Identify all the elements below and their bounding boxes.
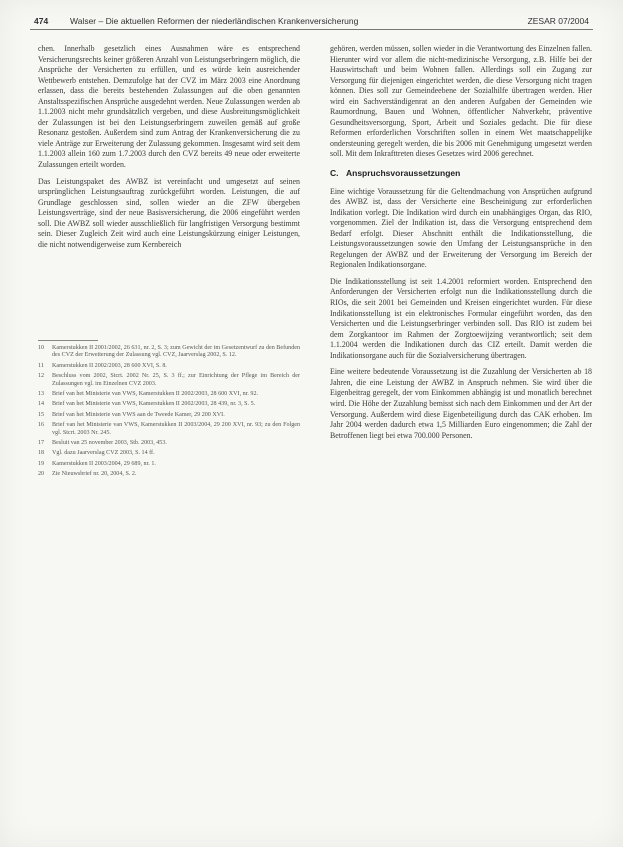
footnote-number: 17	[38, 440, 45, 447]
right-column	[330, 44, 592, 447]
section-heading	[330, 168, 592, 179]
footnote-text: Brief van het Ministerie van VWS, Kamerstukken II 2002/2003, 28 439, nr. 3, S. 5.	[52, 401, 256, 408]
footnote-text: Brief van het Ministerie van VWS, Kamerstukken II 2003/2004, 29 200 XVI, nr. 93; zu den Folgen vgl. Stcrt. 2003 Nr. 245.	[52, 422, 300, 436]
footnote-number: 12	[38, 373, 45, 380]
footnote-text: Brief van het Ministerie van VWS aan de Tweede Kamer, 29 200 XVI.	[52, 411, 225, 418]
footnote	[38, 391, 300, 398]
running-title: Walser – Die aktuellen Reformen der niederländischen Krankenversicherung	[70, 16, 359, 26]
footnote-separator	[38, 340, 98, 341]
left-paragraph-2: Das Leistungspaket des AWBZ ist vereinfacht und umgesetzt auf seinen ursprünglichen Leistungsauftrag zurückgeführt worden. Leistungen, die auf Grundlage geschlossen sind, sollen wieder an die ZFW übergeben Leistungsverträge, sind der neue Basisversicherung, die 2006 eingeführt werden soll. Die AWBZ soll wieder ausschließlich für langfristigen Versorgung bestimmt sein. Dieser Zugleich Zeit wird auch eine Leistungskürzung einiger Leistungen, die nicht notwendigerweise zum Kernbereich	[38, 176, 300, 249]
footnote	[38, 422, 300, 437]
footnote	[38, 450, 300, 457]
section-title: Anspruchsvoraussetzungen	[346, 168, 461, 179]
right-paragraph-3: Die Indikationsstellung ist seit 1.4.2001 reformiert worden. Entsprechend den Anforderungen der Versicherten erfolgt nun die Indikationsstellung durch die RIOs, die seit 2001 bei Gemeinden und Kreisen eingerichtet wurden. Für diese Indikationsstellung ist ein elektronisches Formular eingeführt worden, das den Versicherten und die Leistungserbringer verbinden soll. Das RIO ist zudem bei dem Zorgkantoor im Rahmen der Zorgtoewijzing verantwortlich; seit dem 1.1.2004 werden die Indikationen durch das CIZ erteilt. Damit werden die Indikationsorgane auch für die Sozialversicherung übertragen.	[330, 276, 592, 360]
footnote-text: Kamerstukken II 2003/2004, 29 689, nr. 1.	[52, 460, 156, 467]
footnote	[38, 461, 300, 468]
footnote-text: Besluit van 25 november 2003, Stb. 2003, 453.	[52, 440, 167, 447]
footnote	[38, 471, 300, 478]
footnote-number: 15	[38, 411, 45, 418]
footnote	[38, 401, 300, 408]
section-number: C.	[330, 168, 339, 179]
page-header	[30, 12, 593, 32]
footnote-text: Vgl. dazu Jaarverslag CVZ 2003, S. 14 ff.	[52, 450, 155, 457]
footnote-number: 19	[38, 460, 45, 467]
footnote-text: Kamerstukken II 2001/2002, 26 631, nr. 2, S. 3; zum Gewicht der im Gesetzentwurf zu den Befunden des CVZ der Erweiterung der Zulassung vgl. CVZ, Jaarverslag 2002, S. 12.	[52, 345, 300, 359]
footnote-text: Zie Nieuwsbrief nr. 20, 2004, S. 2.	[52, 471, 137, 478]
right-paragraph-2: Eine wichtige Voraussetzung für die Geltendmachung von Ansprüchen aufgrund des AWBZ ist, dass der Versicherte eine Bescheinigung zur erforderlichen Indikation vorlegt. Die Indikation wird durch ein unabhängiges Organ, das RIO, vorgenommen. Ziel der Indikation ist, dass die Versorgung entsprechend dem Bedarf erfolgt. Dieser Abschnitt enthält die Indikationsstellung, die Leistungsvoraussetzungen sowie den Umfang der Leistungsansprüche in den Regelungen der AWBZ und der Erweiterung der Versorgung im Bereich der Regionalen Indikationsorgane.	[330, 186, 592, 270]
header-rule	[30, 29, 593, 30]
right-paragraph-4: Eine weitere bedeutende Voraussetzung ist die Zuzahlung der Versicherten ab 18 Jahren, die eine Leistung der AWBZ in Anspruch nehmen. Sie wird über die Eigenbeitrag geregelt, der vom Einkommen abhängig ist und monatlich berechnet wird. Die Höhe der Zuzahlung bemisst sich nach dem Einkommen und der Art der Versorgung. Außerdem wird diese Eigenbeteiligung durch das CAK erhoben. Im Jahr 2004 werden dadurch etwa 1,5 Milliarden Euro eingenommen; die Zahl der Betroffenen liegt bei etwa 700.000 Personen.	[330, 367, 592, 440]
footnote-text: Brief van het Ministerie van VWS, Kamerstukken II 2002/2003, 28 600 XVI, nr. 92.	[52, 391, 259, 398]
page-number: 474	[34, 16, 49, 26]
left-paragraph-1: chen. Innerhalb gesetzlich eines Ausnahmen wäre es entsprechend Versicherungsrechts keiner größeren Anzahl von Leistungserbringern möglich, die Ansprüche der Versicherten zu erfüllen, und es würde kein ausreichender Wettbewerb entstehen. Demzufolge hat der CVZ im März 2003 eine Anordnung erlassen, dass die bereits bestehenden Zulassungen auf die oben genannten Anstaltsspezifischen Ansprüche ausgedehnt werden. Neue Zulassungen werden ab 1.1.2003 nicht mehr grundsätzlich vergeben, und diese Ausbreitungsmöglichkeit der Zulassungen ist bei den Leistungserbringern zuweilen gemäß auf große Resonanz gestoßen. Außerdem sind zum Antrag der Krankenversicherung die zu viele Anträge zur Erweiterung der Zulassung gekommen. Insgesamt wird seit dem 1.1.2003 allein 160 zum 1.7.2003 durch den CVZ bereits 49 neue oder erweiterte Zulassungen erteilt worden.	[38, 44, 300, 170]
footnotes	[38, 340, 300, 482]
right-paragraph-1: gehören, werden müssen, sollen wieder in die Verantwortung des Einzelnen fallen. Hierunter wird vor allem die nicht-medizinische Versorgung, z.B. Hilfe bei der Hauswirtschaft und beim Wohnen fallen. Allerdings soll ein Zugang zur Versorgung für diejenigen eingerichtet werden, die diese Versorgung nicht tragen können. Dies soll zur Gemeindeebene der Sozialhilfe übertragen werden. Hier wird ein Sachverständigenrat an den anderen Aufgaben der Gemeinden wie Raumordnung, Bauen und Wohnen, öffentlicher Nahverkehr, präventive Gesundheitsversorgung, Sport, Arbeit und Soziales gedacht. Die für diese Reformen erforderlichen Vorschriften sollen in einem Wet maatschappelijke ondersteuning geregelt werden, die bis 2006 mit Genehmigung umgesetzt werden soll. Mit dem Inkrafttreten dieses Gesetzes wird 2006 gerechnet.	[330, 44, 592, 159]
footnote	[38, 373, 300, 388]
footnote-number: 11	[38, 362, 44, 369]
footnote	[38, 345, 300, 360]
footnote-number: 16	[38, 422, 45, 429]
footnote	[38, 412, 300, 419]
footnote-text: Beschluss vom 2002, Stcrt. 2002 Nr. 25, S. 3 ff.; zur Einrichtung der Pflege im Bereich der Zulassungen vgl. im Einzelnen CVZ 2003.	[52, 373, 300, 387]
footnote-number: 14	[38, 401, 45, 408]
left-column	[38, 44, 300, 256]
footnote	[38, 440, 300, 447]
journal-name: ZESAR 07/2004	[527, 16, 589, 26]
footnote-number: 20	[38, 471, 45, 478]
footnote-number: 13	[38, 391, 45, 398]
footnote-number: 18	[38, 450, 45, 457]
footnote-number: 10	[38, 345, 45, 351]
footnote	[38, 363, 300, 370]
footnote-text: Kamerstukken II 2002/2003, 28 600 XVI, S. 8.	[52, 362, 167, 369]
